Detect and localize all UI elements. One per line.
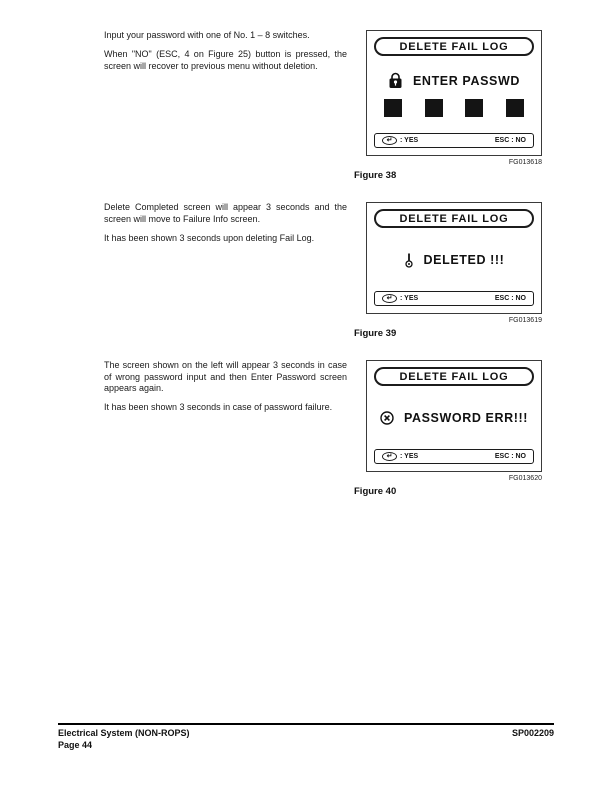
message-row — [374, 72, 534, 89]
enter-key-icon: ↵ — [382, 136, 397, 145]
password-box — [384, 99, 402, 117]
text-column — [104, 202, 347, 252]
screen-message: ENTER PASSWD — [413, 73, 520, 88]
screen-title: DELETE FAIL LOG — [374, 37, 534, 56]
page-content — [104, 30, 542, 518]
text-column — [104, 360, 347, 421]
screen-body — [374, 228, 534, 291]
footer-page-number: Page 44 — [58, 739, 93, 750]
paragraph: When "NO" (ESC, 4 on Figure 25) button is pressed, the screen will recover to previous menu without deletion. — [104, 49, 347, 71]
lcd-screen-enter-passwd — [366, 30, 542, 156]
footer-document-code: SP002209 — [511, 728, 554, 738]
no-label: ESC : NO — [494, 137, 526, 144]
no-label: ESC : NO — [494, 453, 526, 460]
figure-code: FG013618 — [508, 159, 542, 166]
screen-footer-bar — [374, 291, 534, 306]
screen-title: DELETE FAIL LOG — [374, 209, 534, 228]
figure-code: FG013620 — [508, 475, 542, 482]
yes-label: : YES — [400, 137, 419, 144]
screen-footer-bar — [374, 133, 534, 148]
password-boxes — [374, 99, 534, 117]
figure-label: Figure 38 — [354, 170, 397, 181]
thermometer-icon — [404, 252, 414, 268]
yes-hint — [382, 294, 418, 303]
x-circle-icon — [380, 411, 394, 425]
paragraph: Input your password with one of No. 1 – 8 switches. — [104, 30, 310, 40]
footer-title: Electrical System (NON-ROPS) — [58, 728, 190, 738]
section-figure-39 — [104, 202, 542, 339]
figure-label: Figure 39 — [354, 328, 397, 339]
section-figure-38 — [104, 30, 542, 181]
footer-left — [58, 728, 190, 751]
no-label: ESC : NO — [494, 295, 526, 302]
screen-message: DELETED !!! — [423, 252, 505, 267]
screen-footer-bar — [374, 449, 534, 464]
enter-key-icon: ↵ — [382, 452, 397, 461]
text-column — [104, 30, 347, 80]
paragraph: Delete Completed screen will appear 3 seconds and the screen will move to Failure Info screen. — [104, 202, 347, 224]
figure-column — [354, 202, 542, 339]
password-box — [465, 99, 483, 117]
message-row — [374, 252, 534, 268]
paragraph: The screen shown on the left will appear 3 seconds in case of wrong password input and then Enter Password screen appears again. — [104, 360, 347, 394]
yes-hint — [382, 452, 418, 461]
screen-message: PASSWORD ERR!!! — [403, 410, 529, 425]
section-figure-40 — [104, 360, 542, 497]
lock-icon — [388, 72, 403, 89]
lcd-screen-deleted — [366, 202, 542, 314]
paragraph: It has been shown 3 seconds in case of password failure. — [104, 402, 333, 413]
figure-code: FG013619 — [508, 317, 542, 324]
figure-column — [354, 30, 542, 181]
message-row — [374, 411, 534, 425]
yes-label: : YES — [400, 295, 419, 302]
screen-title: DELETE FAIL LOG — [374, 367, 534, 386]
paragraph: It has been shown 3 seconds upon deleting Fail Log. — [104, 232, 315, 243]
lcd-screen-password-err — [366, 360, 542, 472]
figure-column — [354, 360, 542, 497]
yes-label: : YES — [400, 453, 419, 460]
password-box — [425, 99, 443, 117]
screen-body — [374, 386, 534, 449]
page-footer — [58, 723, 554, 751]
password-box — [506, 99, 524, 117]
enter-key-icon: ↵ — [382, 294, 397, 303]
yes-hint — [382, 136, 418, 145]
figure-label: Figure 40 — [354, 486, 397, 497]
screen-body — [374, 56, 534, 133]
